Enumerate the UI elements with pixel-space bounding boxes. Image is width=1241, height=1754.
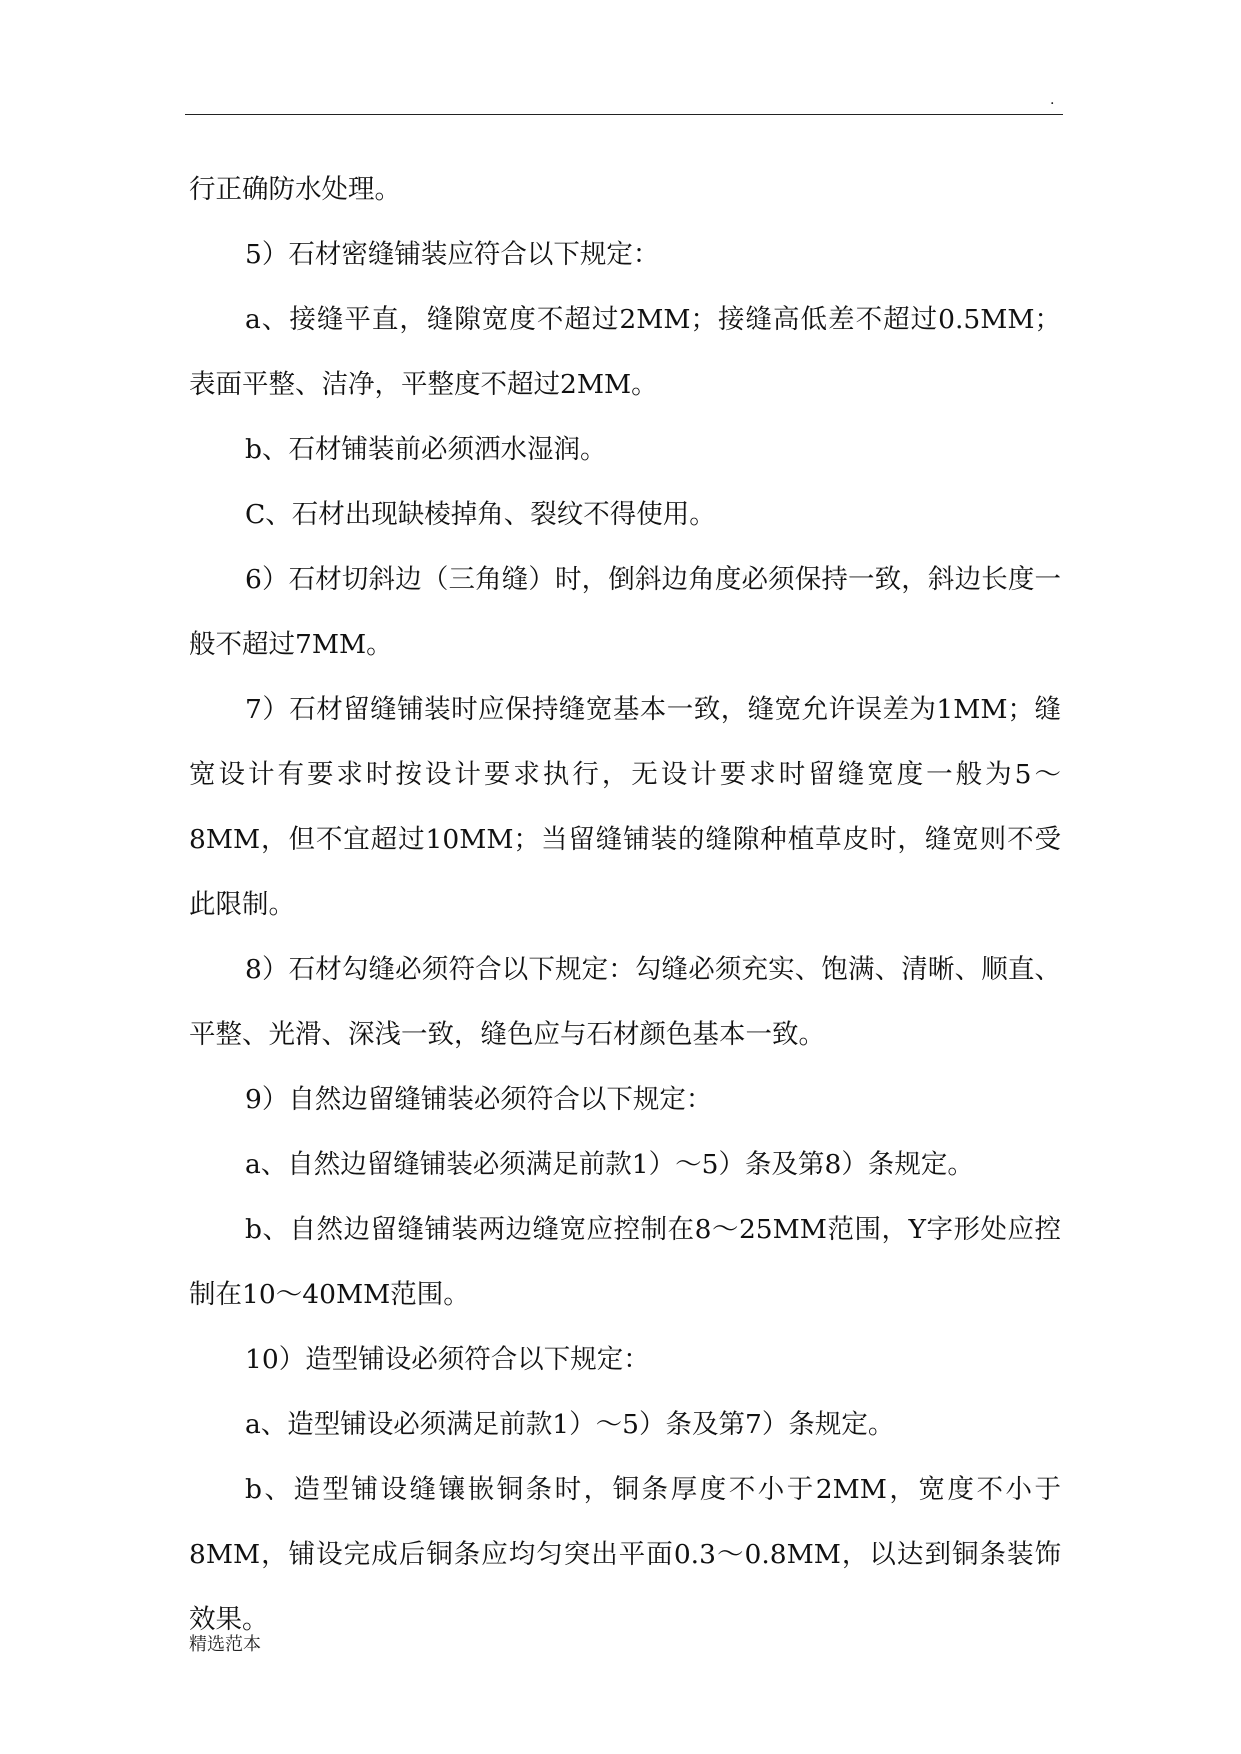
header-rule [185, 114, 1063, 115]
paragraph: 行正确防水处理。 [189, 174, 401, 205]
paragraph: 10）造型铺设必须符合以下规定： [245, 1344, 650, 1375]
paragraph: 8）石材勾缝必须符合以下规定：勾缝必须充实、饱满、清晰、顺直、平整、光滑、深浅一致，缝色应与石材颜色基本一致。 [189, 954, 1061, 1050]
paragraph: 6）石材切斜边（三角缝）时，倒斜边角度必须保持一致，斜边长度一般不超过7MM。 [189, 564, 1061, 660]
paragraph: 5）石材密缝铺装应符合以下规定： [245, 239, 660, 270]
header-mark: . [1050, 92, 1055, 108]
paragraph: a、造型铺设必须满足前款1）～5）条及第7）条规定。 [245, 1409, 895, 1440]
paragraph: C、石材出现缺棱掉角、裂纹不得使用。 [245, 499, 716, 530]
paragraph: b、造型铺设缝镶嵌铜条时，铜条厚度不小于2MM，宽度不小于8MM，铺设完成后铜条应均匀突出平面0.3～0.8MM，以达到铜条装饰效果。 [189, 1474, 1061, 1635]
paragraph: a、接缝平直，缝隙宽度不超过2MM；接缝高低差不超过0.5MM；表面平整、洁净，平整度不超过2MM。 [189, 304, 1061, 400]
footer-label: 精选范本 [189, 1634, 261, 1655]
paragraph: b、自然边留缝铺装两边缝宽应控制在8～25MM范围，Y字形处应控制在10～40MM范围。 [189, 1214, 1061, 1310]
paragraph: 9）自然边留缝铺装必须符合以下规定： [245, 1084, 713, 1115]
paragraph: a、自然边留缝铺装必须满足前款1）～5）条及第8）条规定。 [245, 1149, 974, 1180]
paragraph: b、石材铺装前必须洒水湿润。 [245, 434, 607, 465]
document-body [189, 157, 1061, 1652]
paragraph: 7）石材留缝铺装时应保持缝宽基本一致，缝宽允许误差为1MM；缝宽设计有要求时按设计要求执行，无设计要求时留缝宽度一般为5～8MM，但不宜超过10MM；当留缝铺装的缝隙种植草皮时，缝宽则不受此限制。 [189, 694, 1061, 920]
